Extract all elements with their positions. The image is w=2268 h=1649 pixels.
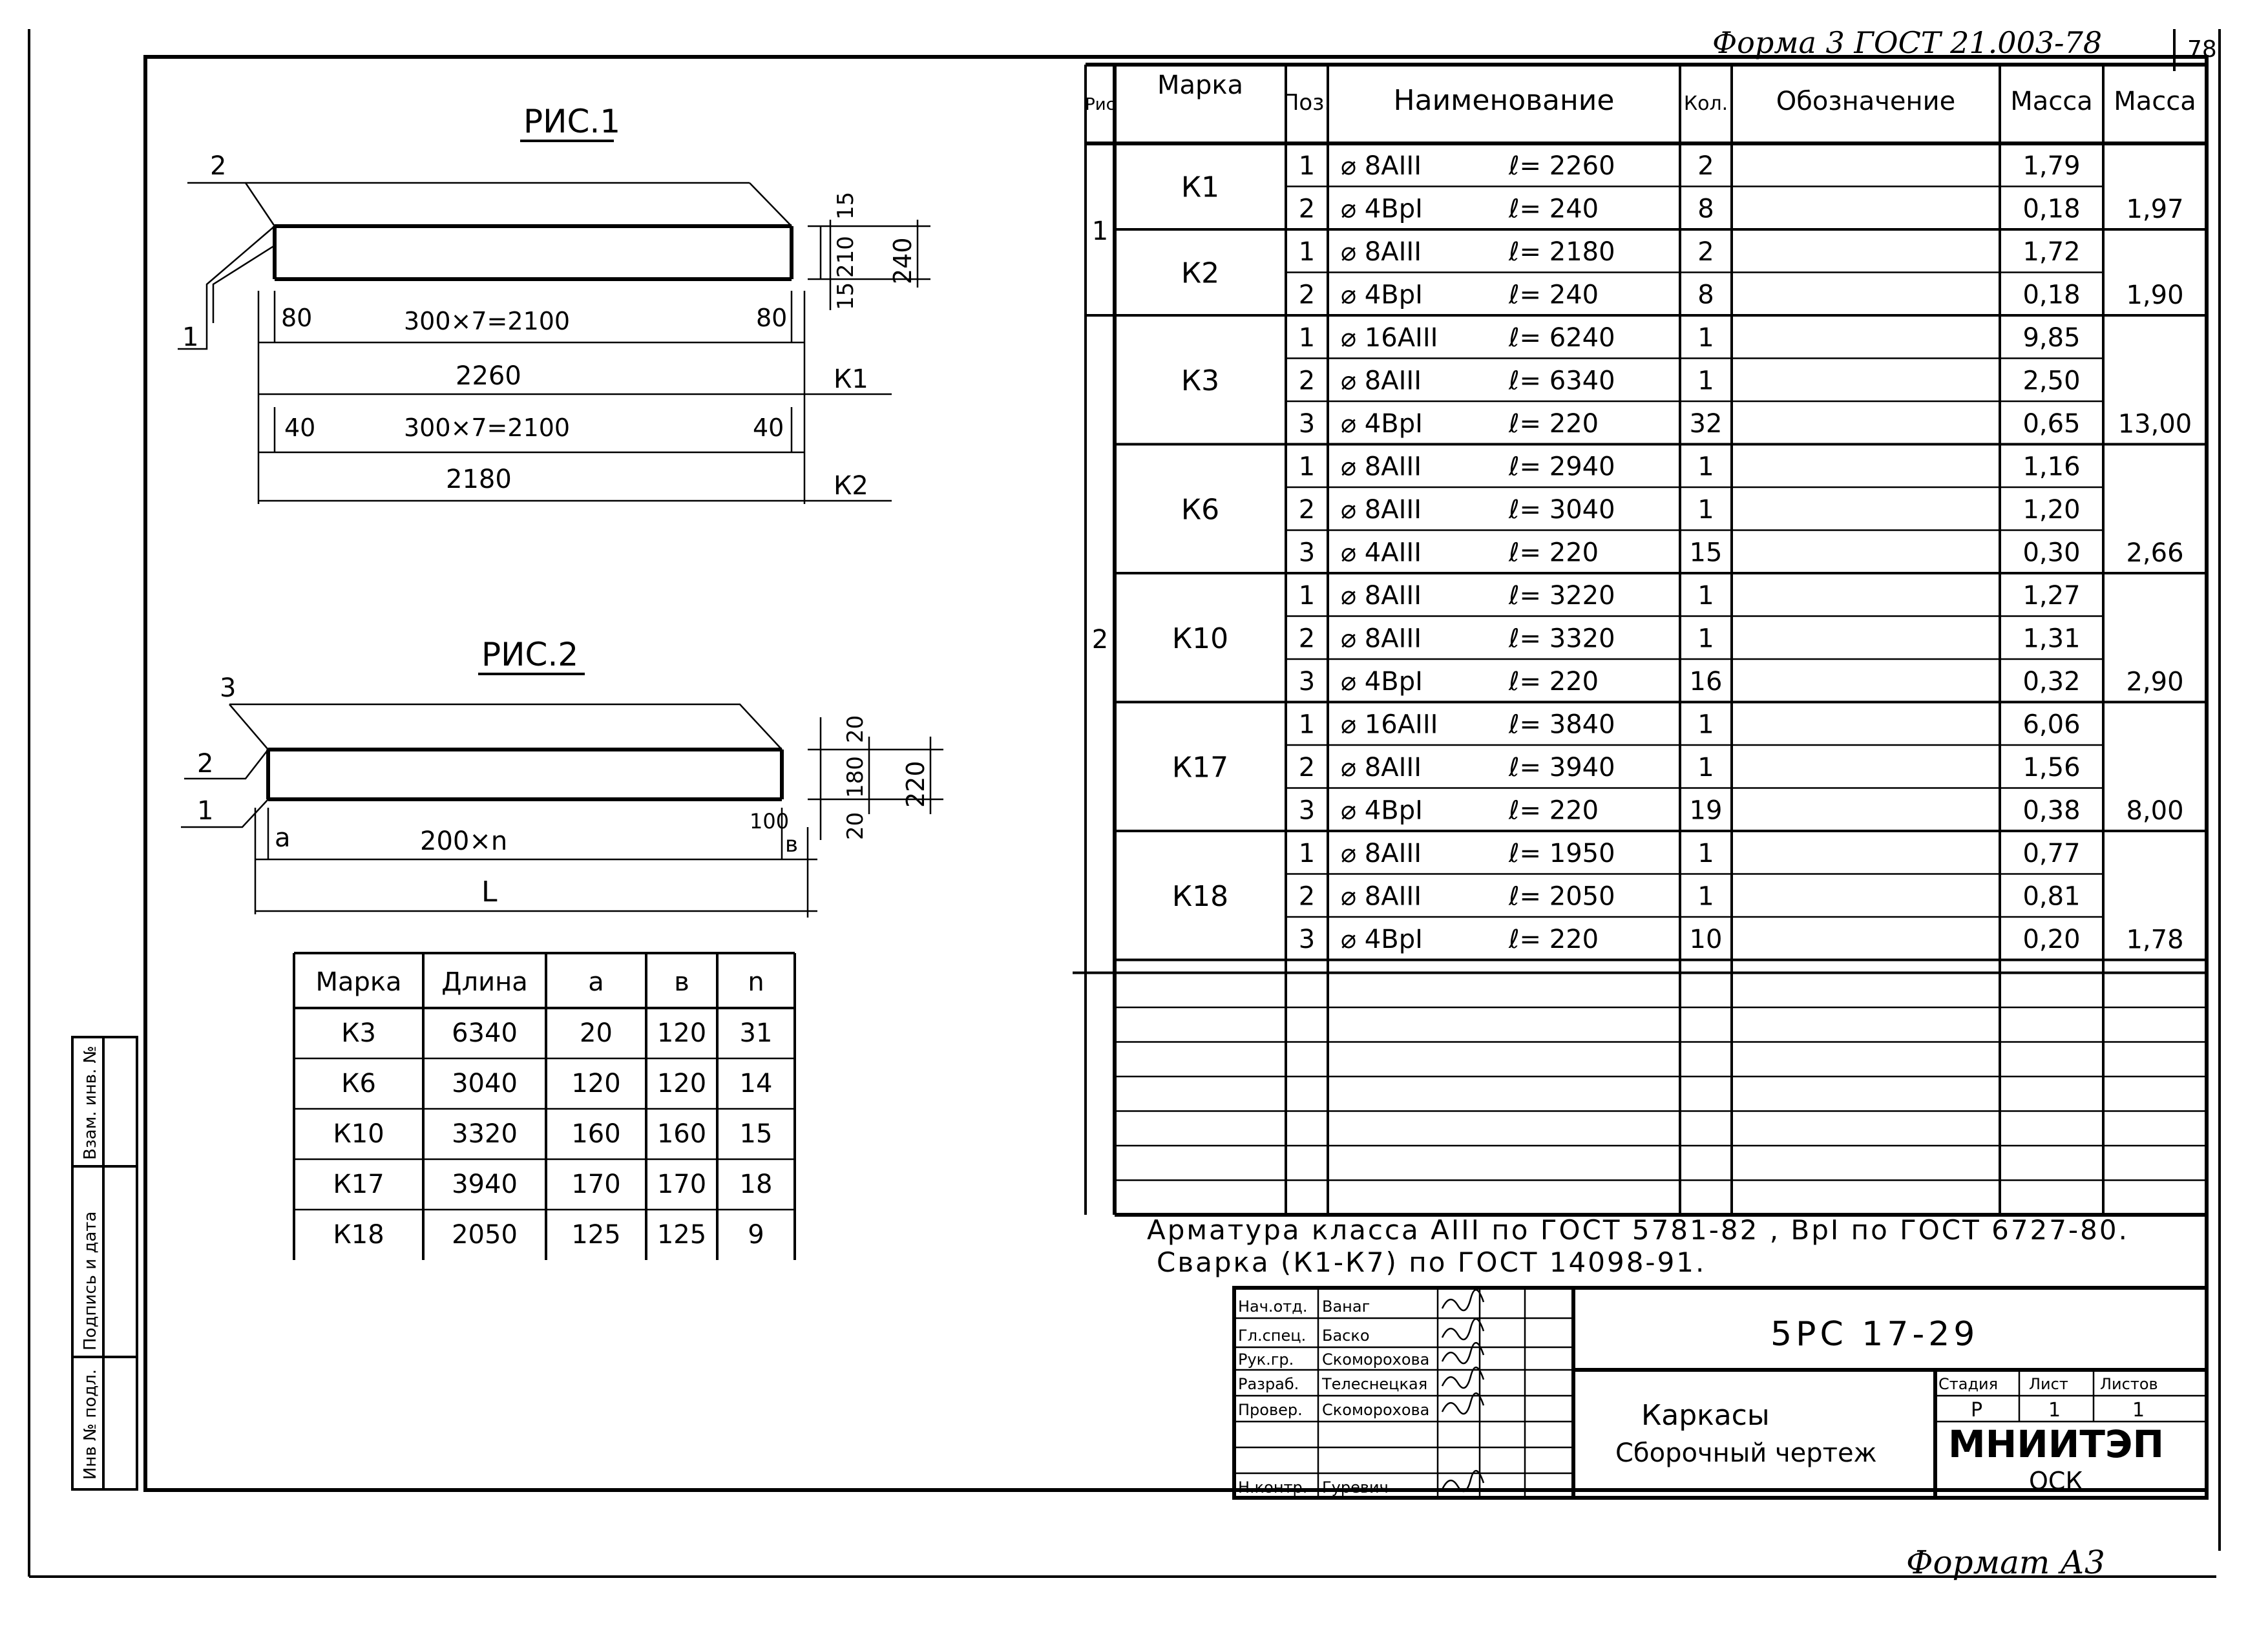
spec-length-cell: ℓ= 3320 (1509, 624, 1615, 654)
figure-2-title: РИС.2 (481, 636, 579, 673)
note-line-1: Арматура класса АIII по ГОСТ 5781-82 , ВрI по ГОСТ 6727-80. (1147, 1214, 2129, 1246)
fig1-dim-top: 15 (833, 191, 859, 220)
spec-pos-cell: 1 (1298, 237, 1316, 267)
drawing-title-line-2: Сборочный чертеж (1615, 1438, 1877, 1468)
fig2-dim-bottom: 20 (843, 812, 868, 840)
fig2-right: в (785, 832, 799, 857)
param-cell: 120 (656, 1069, 707, 1098)
spec-name-cell: ⌀ 4ВрI (1341, 194, 1423, 224)
spec-length-cell: ℓ= 220 (1509, 795, 1599, 826)
spec-qty-cell: 2 (1697, 151, 1714, 181)
figure-1-title: РИС.1 (523, 103, 621, 140)
spec-mark-cell: К10 (1171, 622, 1229, 655)
title-block-role: Н.контр. (1238, 1478, 1308, 1497)
spec-length-cell: ℓ= 1950 (1509, 839, 1615, 868)
spec-length-cell: ℓ= 220 (1509, 538, 1599, 568)
spec-pos-cell: 1 (1298, 709, 1316, 740)
side-stamp-field-1: Инв № подл. (81, 1369, 100, 1480)
spec-mass-cell: 6,06 (2022, 709, 2081, 740)
fig1-k1-right: 80 (756, 304, 788, 332)
title-block-role: Разраб. (1238, 1375, 1299, 1393)
fig1-k1-total: 2260 (456, 361, 521, 391)
spec-name-cell: ⌀ 8АIII (1341, 237, 1422, 267)
title-block-role: Рук.гр. (1238, 1350, 1294, 1369)
spec-name-cell: ⌀ 4ВрI (1341, 925, 1423, 954)
param-cell: 3320 (452, 1119, 518, 1149)
param-cell: 160 (656, 1119, 707, 1149)
org-sub: ОСК (2029, 1467, 2083, 1495)
spec-mass-cell: 0,65 (2022, 409, 2081, 439)
spec-qty-cell: 1 (1697, 495, 1714, 525)
spec-name-cell: ⌀ 8АIII (1341, 151, 1422, 181)
spec-qty-cell: 16 (1689, 667, 1723, 697)
param-header-cell: Марка (315, 967, 402, 997)
spec-total-mass-cell: 2,90 (2126, 667, 2184, 697)
spec-length-cell: ℓ= 3040 (1509, 495, 1615, 525)
param-cell: 170 (656, 1170, 707, 1199)
param-cell: К17 (333, 1170, 384, 1199)
spec-mass-cell: 1,20 (2022, 495, 2081, 525)
spec-total-mass-cell: 2,66 (2126, 538, 2184, 568)
sheet-value: 1 (2048, 1399, 2061, 1422)
spec-length-cell: ℓ= 220 (1509, 925, 1599, 954)
title-block (1234, 1288, 2207, 1498)
param-header-cell: a (588, 967, 604, 997)
spec-mass-cell: 2,50 (2022, 366, 2081, 396)
spec-name-cell: ⌀ 8АIII (1341, 624, 1422, 654)
spec-mass-cell: 0,77 (2022, 839, 2081, 868)
spec-mass-cell: 1,27 (2022, 581, 2081, 611)
spec-mass-cell: 1,31 (2022, 624, 2081, 654)
param-header-cell: в (674, 967, 689, 997)
spec-pos-cell: 1 (1298, 452, 1316, 482)
side-stamp (72, 1037, 137, 1489)
title-block-name: Баско (1322, 1327, 1370, 1345)
fig2-dim-height: 220 (901, 761, 930, 808)
fig2-dim-top: 20 (843, 715, 868, 743)
param-cell: 15 (739, 1119, 773, 1149)
spec-name-cell: ⌀ 16АIII (1341, 323, 1438, 353)
spec-pos-cell: 2 (1298, 366, 1316, 396)
fig2-middle: 200×n (420, 826, 508, 856)
spec-mass-cell: 1,72 (2022, 237, 2081, 267)
spec-qty-cell: 10 (1689, 925, 1723, 954)
spec-name-cell: ⌀ 8АIII (1341, 452, 1422, 482)
spec-total-mass-cell: 1,78 (2126, 925, 2184, 955)
spec-pos-cell: 2 (1298, 624, 1316, 654)
spec-mass-cell: 0,32 (2022, 667, 2081, 697)
param-cell: 9 (748, 1220, 764, 1250)
sheets-value: 1 (2132, 1399, 2145, 1422)
spec-qty-cell: 19 (1689, 795, 1723, 826)
spec-name-cell: ⌀ 8АIII (1341, 581, 1422, 611)
fig2-total: L (481, 876, 498, 909)
param-header-cell: n (748, 967, 764, 997)
page-number: 78 (2187, 36, 2217, 63)
side-stamp-field-2: Подпись и дата (81, 1211, 100, 1350)
spec-mark-cell: К17 (1171, 751, 1229, 784)
param-cell: К6 (341, 1069, 376, 1098)
signature (1442, 1343, 1484, 1363)
spec-name-cell: ⌀ 4ВрI (1341, 667, 1423, 697)
spec-qty-cell: 2 (1697, 237, 1714, 267)
title-block-role: Нач.отд. (1238, 1297, 1308, 1316)
spec-header-cell: Масса (2114, 87, 2196, 116)
spec-header-cell: Масса (2010, 87, 2093, 116)
spec-pos-cell: 2 (1298, 753, 1316, 782)
spec-mass-cell: 9,85 (2022, 323, 2081, 353)
sheets-label: Листов (2100, 1375, 2158, 1393)
spec-name-cell: ⌀ 4АIII (1341, 538, 1422, 568)
spec-mark-cell: К3 (1181, 364, 1220, 397)
spec-qty-cell: 1 (1697, 881, 1714, 912)
spec-name-cell: ⌀ 4ВрI (1341, 795, 1423, 826)
param-cell: 170 (571, 1170, 621, 1199)
spec-name-cell: ⌀ 4ВрI (1341, 280, 1423, 310)
spec-header-cell: Наименование (1393, 84, 1615, 117)
param-table (294, 953, 795, 1260)
spec-length-cell: ℓ= 6240 (1509, 323, 1615, 353)
spec-fig-cell: 1 (1091, 216, 1109, 246)
spec-mass-cell: 0,18 (2022, 280, 2081, 310)
spec-header-cell: Обозначение (1776, 87, 1956, 116)
spec-total-mass-cell: 1,90 (2126, 280, 2184, 310)
spec-mark-cell: К6 (1181, 493, 1220, 527)
spec-header-cell: Кол. (1683, 92, 1728, 115)
spec-pos-cell: 2 (1298, 194, 1316, 224)
fig2-pos-label-2: 2 (197, 749, 214, 779)
org-name: МНИИТЭП (1948, 1422, 2165, 1466)
title-block-name: Телеснецкая (1322, 1375, 1428, 1393)
fig1-k2-left: 40 (284, 414, 316, 442)
side-stamp-field-3: Взам. инв. № (81, 1045, 100, 1160)
spec-length-cell: ℓ= 220 (1509, 667, 1599, 697)
spec-total-mass-cell: 13,00 (2117, 409, 2192, 439)
param-cell: 120 (571, 1069, 621, 1098)
spec-qty-cell: 8 (1697, 280, 1714, 310)
spec-mass-cell: 1,79 (2022, 151, 2081, 181)
spec-qty-cell: 1 (1697, 581, 1714, 611)
fig1-pos-label-1: 1 (182, 322, 199, 352)
spec-mass-cell: 0,30 (2022, 538, 2081, 568)
drawing-title-line-1: Каркасы (1641, 1399, 1770, 1432)
fig2-pos-label-3: 3 (220, 673, 236, 703)
spec-pos-cell: 3 (1298, 925, 1316, 954)
spec-pos-cell: 3 (1298, 538, 1316, 568)
spec-qty-cell: 1 (1697, 839, 1714, 868)
spec-qty-cell: 1 (1697, 452, 1714, 482)
spec-length-cell: ℓ= 240 (1509, 280, 1599, 310)
spec-qty-cell: 15 (1689, 538, 1723, 568)
spec-pos-cell: 2 (1298, 881, 1316, 912)
spec-mark-cell: К2 (1181, 257, 1220, 290)
spec-length-cell: ℓ= 3940 (1509, 753, 1615, 782)
spec-pos-cell: 1 (1298, 323, 1316, 353)
spec-pos-cell: 2 (1298, 280, 1316, 310)
spec-name-cell: ⌀ 8АIII (1341, 881, 1422, 912)
spec-length-cell: ℓ= 2940 (1509, 452, 1615, 482)
spec-qty-cell: 1 (1697, 753, 1714, 782)
param-cell: К10 (333, 1119, 384, 1149)
fig2-pos-label-1: 1 (197, 796, 214, 826)
spec-length-cell: ℓ= 220 (1509, 409, 1599, 439)
spec-mass-cell: 0,18 (2022, 194, 2081, 224)
spec-header-cell: Рис (1085, 95, 1115, 114)
title-block-role: Провер. (1238, 1401, 1303, 1419)
param-cell: 18 (739, 1170, 773, 1199)
param-cell: 14 (739, 1069, 773, 1098)
param-cell: 120 (656, 1018, 707, 1048)
fig2-left: a (275, 823, 291, 853)
drawing-code: 5РС 17-29 (1770, 1315, 1979, 1354)
fig1-dim-mid: 210 (833, 236, 859, 278)
fig1-k1-mark: К1 (834, 364, 868, 394)
sheet-label: Лист (2029, 1375, 2068, 1393)
fig2-dim-mid: 180 (843, 756, 868, 798)
spec-length-cell: ℓ= 2180 (1509, 237, 1615, 267)
title-block-role: Гл.спец. (1238, 1327, 1307, 1345)
spec-mass-cell: 0,81 (2022, 881, 2081, 912)
spec-header-cell: Поз. (1282, 90, 1332, 116)
spec-pos-cell: 3 (1298, 795, 1316, 826)
param-cell: 3040 (452, 1069, 518, 1098)
note-line-2: Сварка (К1-К7) по ГОСТ 14098-91. (1157, 1246, 1706, 1278)
fig1-pos-label-2: 2 (210, 151, 227, 181)
spec-total-mass-cell: 1,97 (2126, 194, 2184, 224)
spec-name-cell: ⌀ 8АIII (1341, 366, 1422, 396)
param-cell: 6340 (452, 1018, 518, 1048)
spec-pos-cell: 1 (1298, 581, 1316, 611)
spec-fig-cell: 2 (1091, 624, 1109, 655)
fig1-dim-bottom: 15 (833, 282, 859, 310)
fig1-k2-middle: 300×7=2100 (404, 414, 571, 442)
param-cell: К18 (333, 1220, 384, 1250)
spec-qty-cell: 1 (1697, 323, 1714, 353)
param-cell: 31 (739, 1018, 773, 1048)
spec-pos-cell: 3 (1298, 667, 1316, 697)
spec-mark-cell: К18 (1171, 879, 1229, 913)
param-cell: 125 (656, 1220, 707, 1250)
param-header-cell: Длина (441, 967, 528, 997)
spec-mass-cell: 1,16 (2022, 452, 2081, 482)
figure-2 (181, 636, 943, 918)
spec-mark-cell: К1 (1181, 171, 1220, 204)
param-cell: 160 (571, 1119, 621, 1149)
signature (1442, 1290, 1484, 1310)
fig1-dim-height: 240 (888, 237, 917, 284)
title-block-name: Скоморохова (1322, 1401, 1430, 1419)
spec-length-cell: ℓ= 3840 (1509, 709, 1615, 740)
spec-name-cell: ⌀ 4ВрI (1341, 409, 1423, 439)
fig1-k1-middle: 300×7=2100 (404, 307, 571, 335)
spec-length-cell: ℓ= 6340 (1509, 366, 1615, 396)
spec-length-cell: ℓ= 2260 (1509, 151, 1615, 181)
signature (1442, 1319, 1484, 1339)
param-cell: 20 (580, 1018, 613, 1048)
spec-table (1073, 65, 2207, 1215)
fig2-right-top: 100 (750, 809, 790, 834)
title-block-name: Скоморохова (1322, 1350, 1430, 1369)
spec-name-cell: ⌀ 8АIII (1341, 495, 1422, 525)
fig1-k2-mark: К2 (834, 471, 868, 501)
fig1-k2-total: 2180 (446, 465, 512, 494)
spec-name-cell: ⌀ 8АIII (1341, 753, 1422, 782)
spec-name-cell: ⌀ 16АIII (1341, 709, 1438, 740)
spec-total-mass-cell: 8,00 (2126, 796, 2184, 826)
spec-qty-cell: 1 (1697, 366, 1714, 396)
form-label: Форма 3 ГОСТ 21.003-78 (1712, 25, 2103, 60)
spec-header-cell: Марка (1157, 70, 1244, 100)
figure-1 (178, 103, 930, 504)
spec-mass-cell: 1,56 (2022, 753, 2081, 782)
spec-qty-cell: 1 (1697, 624, 1714, 654)
title-block-name: Гуревич (1322, 1478, 1389, 1497)
spec-pos-cell: 1 (1298, 839, 1316, 868)
title-block-name: Ванаг (1322, 1297, 1370, 1316)
spec-length-cell: ℓ= 240 (1509, 194, 1599, 224)
spec-length-cell: ℓ= 2050 (1509, 881, 1615, 912)
fig1-k2-right: 40 (753, 414, 784, 442)
spec-qty-cell: 8 (1697, 194, 1714, 224)
spec-pos-cell: 1 (1298, 151, 1316, 181)
spec-name-cell: ⌀ 8АIII (1341, 839, 1422, 868)
param-cell: 3940 (452, 1170, 518, 1199)
spec-mass-cell: 0,38 (2022, 795, 2081, 826)
spec-mass-cell: 0,20 (2022, 925, 2081, 954)
stage-value: Р (1971, 1399, 1983, 1422)
spec-pos-cell: 2 (1298, 495, 1316, 525)
param-cell: 125 (571, 1220, 621, 1250)
param-cell: К3 (341, 1018, 376, 1048)
param-cell: 2050 (452, 1220, 518, 1250)
stage-label: Стадия (1938, 1375, 1999, 1393)
format-label: Формат А3 (1906, 1544, 2105, 1581)
spec-qty-cell: 1 (1697, 709, 1714, 740)
spec-pos-cell: 3 (1298, 409, 1316, 439)
spec-length-cell: ℓ= 3220 (1509, 581, 1615, 611)
fig1-k1-left: 80 (281, 304, 313, 332)
spec-qty-cell: 32 (1689, 409, 1723, 439)
